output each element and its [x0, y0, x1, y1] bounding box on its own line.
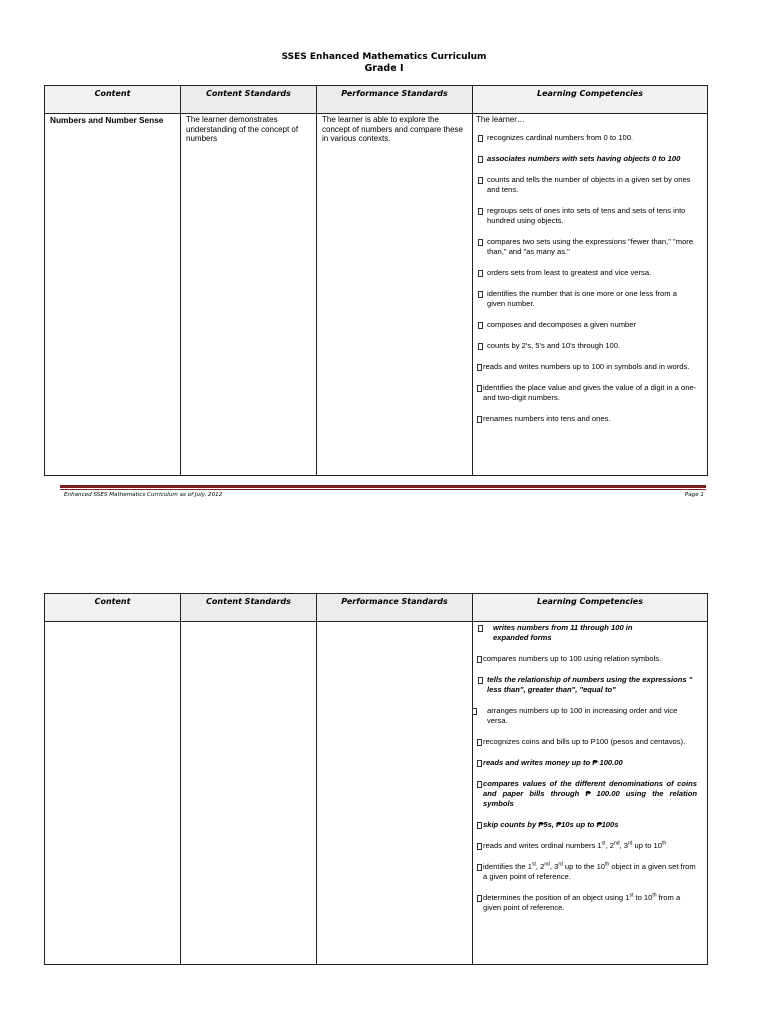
- checkbox-bullet-icon: [477, 822, 482, 829]
- performance-standard-text: The learner is able to explore the concept of numbers and compare these in various contexts.: [322, 115, 463, 143]
- document-title-block: [0, 52, 768, 74]
- checkbox-bullet-icon: [478, 677, 483, 684]
- list-item: reads and writes numbers up to 100 in symbols and in words.: [473, 362, 707, 372]
- page-number: Page 1: [684, 492, 704, 498]
- checkbox-bullet-icon: [477, 843, 482, 850]
- list-item: tells the relationship of numbers using the expressions " less than", greater than", "equal to": [473, 675, 707, 695]
- list-item: reads and writes money up to ₱ 100.00: [473, 758, 707, 768]
- content-cell: [45, 622, 181, 965]
- header-performance-standards: Performance Standards: [317, 86, 473, 114]
- content-standard-cell: [181, 114, 317, 476]
- content-cell: [45, 114, 181, 476]
- header-content: Content: [45, 86, 181, 114]
- list-item: compares numbers up to 100 using relation symbols.: [473, 654, 707, 664]
- checkbox-bullet-icon: [477, 739, 482, 746]
- header-content-standards: Content Standards: [181, 86, 317, 114]
- list-item: writes numbers from 11 through 100 in expanded forms: [473, 623, 707, 643]
- header-learning-competencies: Learning Competencies: [473, 86, 708, 114]
- checkbox-bullet-icon: [478, 322, 483, 329]
- list-item: counts and tells the number of objects in a given set by ones and tens.: [473, 175, 707, 195]
- footer-note: Enhanced SSES Mathematics Curriculum as of July, 2012: [64, 492, 223, 498]
- list-item: recognizes cardinal numbers from 0 to 100.: [473, 133, 707, 143]
- checkbox-bullet-icon: [478, 625, 483, 632]
- list-item: compares two sets using the expressions "fewer than," "more than," and "as many as.": [473, 237, 707, 257]
- checkbox-bullet-icon: [477, 864, 482, 871]
- header-learning-competencies: Learning Competencies: [473, 594, 708, 622]
- checkbox-bullet-icon: [477, 760, 482, 767]
- list-item: arranges numbers up to 100 in increasing order and vice versa.: [473, 706, 707, 726]
- list-item: reads and writes ordinal numbers 1st, 2nd, 3rd up to 10th: [473, 841, 707, 851]
- list-item: recognizes coins and bills up to P100 (pesos and centavos).: [473, 737, 707, 747]
- checkbox-bullet-icon: [477, 364, 482, 371]
- document-subtitle: Grade I: [364, 63, 404, 74]
- list-item: associates numbers with sets having objects 0 to 100: [473, 154, 707, 164]
- table-row: [45, 622, 708, 965]
- list-item: composes and decomposes a given number: [473, 320, 707, 330]
- curriculum-table-page1: [44, 85, 708, 476]
- document-title: SSES Enhanced Mathematics Curriculum: [281, 52, 487, 62]
- checkbox-bullet-icon: [478, 135, 483, 142]
- checkbox-bullet-icon: [478, 239, 483, 246]
- list-item: renames numbers into tens and ones.: [473, 414, 707, 424]
- competencies-cell: [473, 622, 708, 965]
- curriculum-table-page2: [44, 593, 708, 965]
- list-item: identifies the number that is one more or one less from a given number.: [473, 289, 707, 309]
- header-performance-standards: Performance Standards: [317, 594, 473, 622]
- list-item: identifies the 1st, 2nd, 3rd up to the 10th object in a given set from a given point of reference.: [473, 862, 707, 882]
- list-item: determines the position of an object using 1st to 10th from a given point of reference.: [473, 893, 707, 913]
- checkbox-bullet-icon: [478, 156, 483, 163]
- checkbox-bullet-icon: [477, 656, 482, 663]
- checkbox-bullet-icon: [478, 177, 483, 184]
- table-header-row: [45, 594, 708, 622]
- list-item: regroups sets of ones into sets of tens and sets of tens into hundred using objects.: [473, 206, 707, 226]
- performance-standard-cell: [317, 622, 473, 965]
- content-standard-cell: [181, 622, 317, 965]
- header-content-standards: Content Standards: [181, 594, 317, 622]
- list-item: skip counts by ₱5s, ₱10s up to ₱100s: [473, 820, 707, 830]
- checkbox-bullet-icon: [478, 208, 483, 215]
- list-item: orders sets from least to greatest and vice versa.: [473, 268, 707, 278]
- list-item: identifies the place value and gives the value of a digit in a one- and two-digit numbers.: [473, 383, 707, 403]
- header-content: Content: [45, 594, 181, 622]
- checkbox-bullet-icon: [478, 270, 483, 277]
- performance-standard-cell: [317, 114, 473, 476]
- competencies-cell: [473, 114, 708, 476]
- checkbox-bullet-icon: [477, 781, 482, 788]
- table-header-row: [45, 86, 708, 114]
- content-text: Numbers and Number Sense: [50, 115, 164, 125]
- list-item: compares values of the different denominations of coins and paper bills through ₱ 100.00 using the relation symbols: [473, 779, 707, 809]
- footer-rule-thin: [60, 489, 706, 490]
- checkbox-bullet-icon: [478, 291, 483, 298]
- content-standard-text: The learner demonstrates understanding of the concept of numbers: [186, 115, 299, 143]
- checkbox-bullet-icon: [477, 385, 482, 392]
- checkbox-bullet-icon: [477, 416, 482, 423]
- list-item: counts by 2's, 5's and 10's through 100.: [473, 341, 707, 351]
- table-row: [45, 114, 708, 476]
- footer-rule-thick: [60, 485, 706, 488]
- checkbox-bullet-icon: [472, 708, 477, 715]
- checkbox-bullet-icon: [477, 895, 482, 902]
- checkbox-bullet-icon: [478, 343, 483, 350]
- competencies-intro: The learner…: [476, 115, 525, 124]
